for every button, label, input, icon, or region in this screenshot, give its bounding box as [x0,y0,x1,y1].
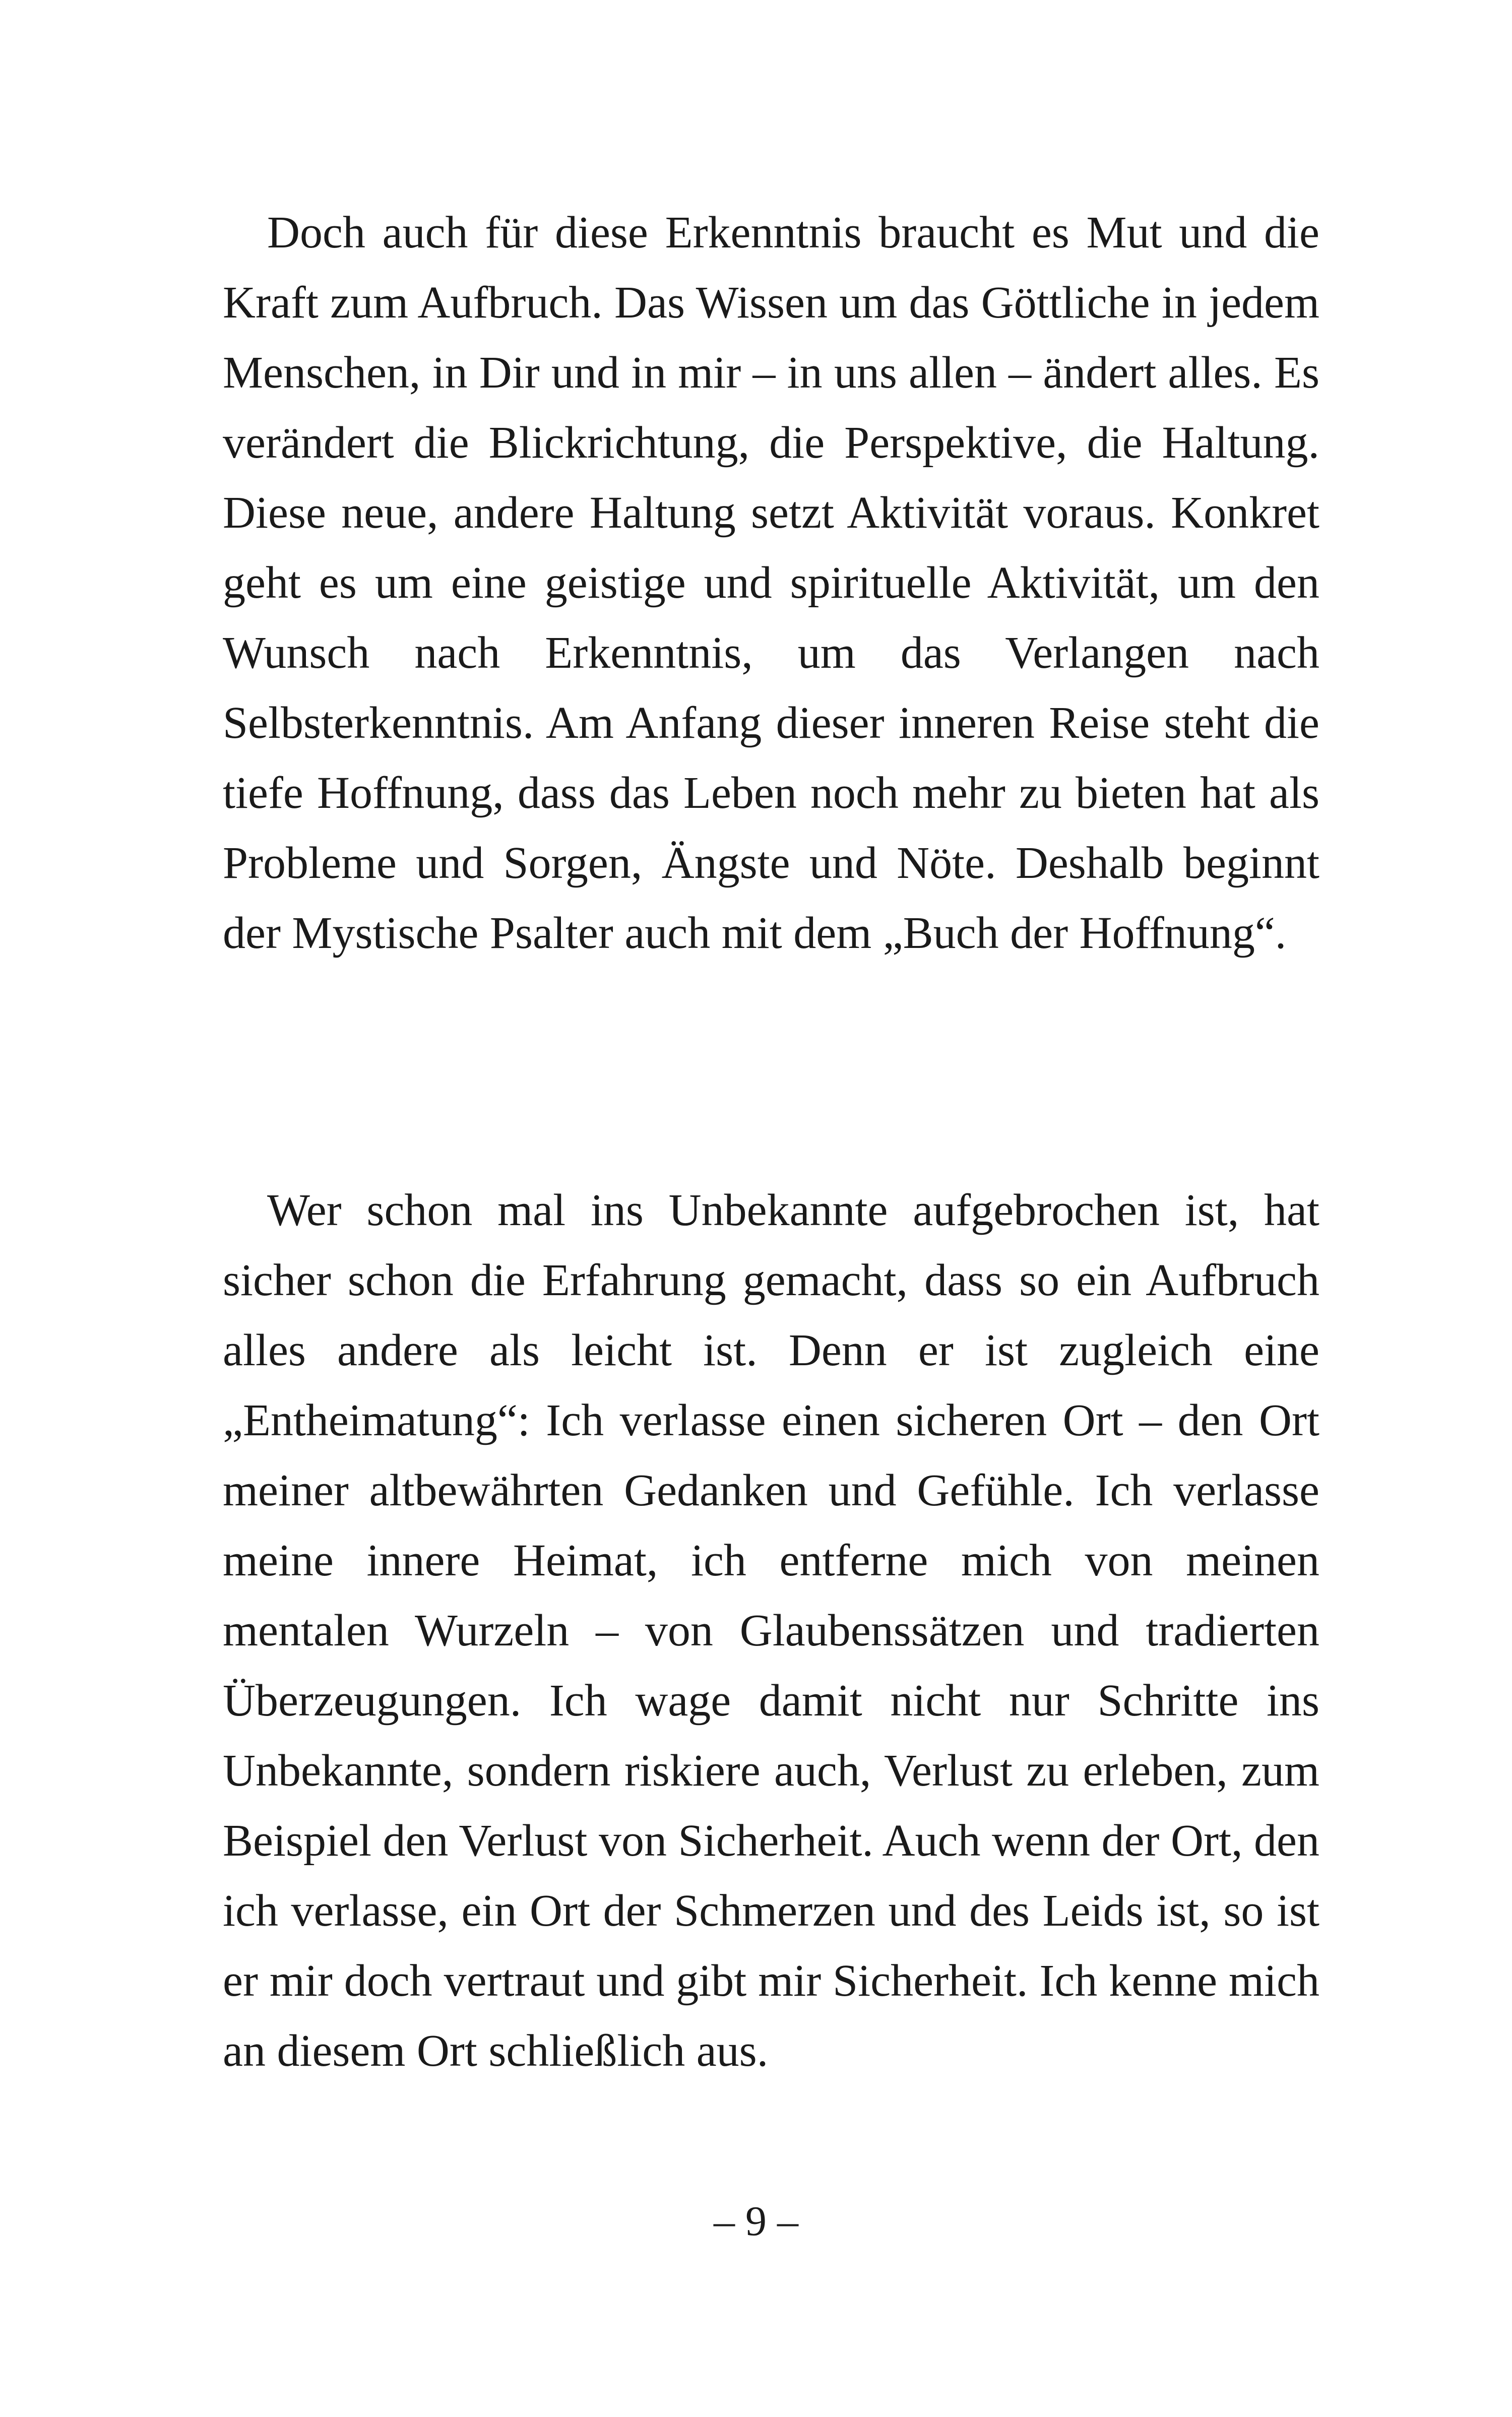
paragraph-2-block [223,1175,1319,2086]
paragraph-1-block [223,198,1319,968]
paragraph-1: Doch auch für diese Erkenntnis braucht es Mut und die Kraft zum Aufbruch. Das Wissen um das Göttliche in jedem Menschen, in Dir und in mir – in uns allen – ändert alles. Es verändert die Blickrichtung, die Perspektive, die Haltung. Diese neue, andere Haltung setzt Aktivität voraus. Konkret geht es um eine geistige und spirituelle Aktivität, um den Wunsch nach Erkenntnis, um das Verlangen nach Selbsterkenntnis. Am Anfang dieser inneren Reise steht die tiefe Hoffnung, dass das Leben noch mehr zu bieten hat als Probleme und Sorgen, Ängste und Nöte. Deshalb beginnt der Mystische Psalter auch mit dem „Buch der Hoffnung“. [223,208,1319,958]
paragraph-2: Wer schon mal ins Unbekannte aufgebrochen ist, hat sicher schon die Erfahrung gemacht, dass so ein Aufbruch alles andere als leicht ist. Denn er ist zugleich eine „Entheimatung“: Ich verlasse einen sicheren Ort – den Ort meiner altbewährten Gedanken und Gefühle. Ich verlasse meine innere Heimat, ich entferne mich von meinen mentalen Wurzeln – von Glaubenssätzen und tradierten Überzeugungen. Ich wage damit nicht nur Schritte ins Unbekannte, sondern riskiere auch, Verlust zu erleben, zum Beispiel den Verlust von Sicherheit. Auch wenn der Ort, den ich verlasse, ein Ort der Schmerzen und des Leids ist, so ist er mir doch vertraut und gibt mir Sicherheit. Ich kenne mich an diesem Ort schließlich aus. [223,1185,1319,2076]
page-number: – 9 – [714,2198,798,2245]
